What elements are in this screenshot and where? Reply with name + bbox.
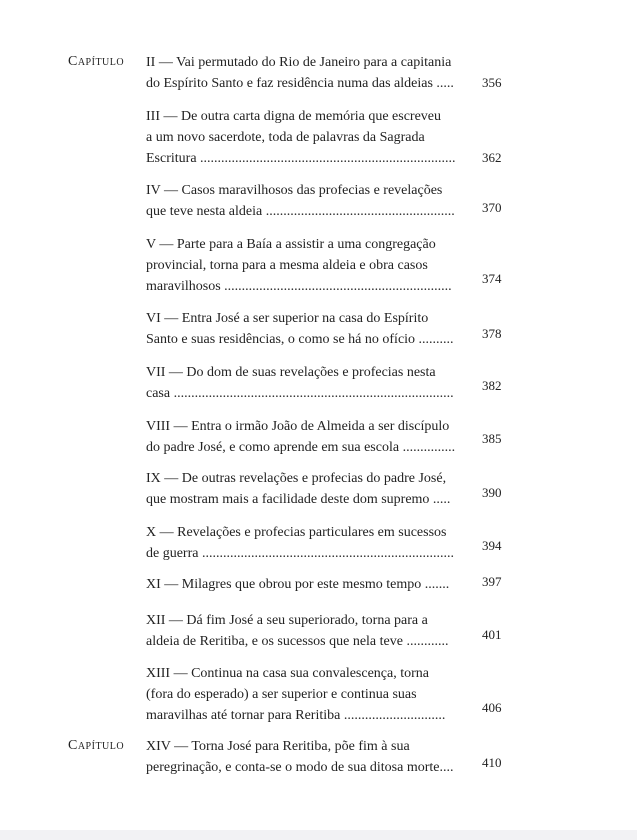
entry-text bbox=[146, 522, 462, 564]
entry-line: XI — Milagres que obrou por este mesmo tempo ....... bbox=[146, 577, 450, 592]
entry-text bbox=[146, 663, 462, 726]
entry-line: XIV — Torna José para Reritiba, põe fim à sua bbox=[146, 739, 410, 754]
entry-text bbox=[146, 234, 462, 297]
entry-text bbox=[146, 52, 462, 94]
entry-text bbox=[146, 468, 462, 510]
page-number: 397 bbox=[482, 574, 502, 589]
entry-text bbox=[146, 308, 462, 350]
page-number: 390 bbox=[482, 485, 502, 500]
entry-line: a um novo sacerdote, toda de palavras da Sagrada bbox=[146, 130, 425, 145]
page-number: 356 bbox=[482, 75, 502, 90]
entry-text bbox=[146, 574, 462, 595]
entry-line: III — De outra carta digna de memória que escreveu bbox=[146, 109, 442, 124]
entry-line: X — Revelações e profecias particulares em sucessos bbox=[146, 525, 447, 540]
entry-text bbox=[146, 106, 462, 169]
page-number: 385 bbox=[482, 431, 502, 446]
entry-line: XII — Dá fim José a seu superiorado, torna para a bbox=[146, 613, 428, 628]
entry-line: casa ................................................................................ bbox=[146, 386, 454, 401]
entry-line: que teve nesta aldeia ...................................................... bbox=[146, 204, 455, 219]
entry-line: IX — De outras revelações e profecias do padre José, bbox=[146, 471, 447, 486]
entry-line: peregrinação, e conta-se o modo de sua ditosa morte.... bbox=[146, 760, 454, 775]
entry-text bbox=[146, 610, 462, 652]
entry-text bbox=[146, 416, 462, 458]
entry-line: de guerra ........................................................................ bbox=[146, 546, 454, 561]
entry-line: (fora do esperado) a ser superior e continua suas bbox=[146, 687, 417, 702]
entry-line: VI — Entra José a ser superior na casa do Espírito bbox=[146, 311, 429, 326]
entry-text bbox=[146, 362, 462, 404]
page-number: 378 bbox=[482, 326, 502, 341]
entry-line: VIII — Entra o irmão João de Almeida a ser discípulo bbox=[146, 419, 450, 434]
entry-text bbox=[146, 736, 462, 778]
entry-line: XIII — Continua na casa sua convalescença, torna bbox=[146, 666, 429, 681]
entry-line: II — Vai permutado do Rio de Janeiro para a capitania bbox=[146, 55, 452, 70]
entry-line: VII — Do dom de suas revelações e profecias nesta bbox=[146, 365, 436, 380]
page-bottom-bar bbox=[0, 830, 637, 840]
entry-line: do padre José, e como aprende em sua escola ............... bbox=[146, 440, 456, 455]
entry-line: maravilhosos ................................................................. bbox=[146, 279, 452, 294]
entry-line: Santo e suas residências, o como se há no ofício .......... bbox=[146, 332, 454, 347]
chapter-label: Capítulo bbox=[68, 54, 125, 69]
page-number: 394 bbox=[482, 538, 502, 553]
entry-text bbox=[146, 180, 462, 222]
page-number: 406 bbox=[482, 700, 502, 715]
page-number: 410 bbox=[482, 755, 502, 770]
page-number: 382 bbox=[482, 378, 502, 393]
entry-line: IV — Casos maravilhosos das profecias e revelações bbox=[146, 183, 443, 198]
entry-line: que mostram mais a facilidade deste dom supremo ..... bbox=[146, 492, 451, 507]
entry-line: Escritura ......................................................................... bbox=[146, 151, 456, 166]
entry-line: aldeia de Reritiba, e os sucessos que nela teve ............ bbox=[146, 634, 449, 649]
entry-line: V — Parte para a Baía a assistir a uma congregação bbox=[146, 237, 436, 252]
page-number: 401 bbox=[482, 627, 502, 642]
entry-line: do Espírito Santo e faz residência numa das aldeias ..... bbox=[146, 76, 454, 91]
page-number: 370 bbox=[482, 200, 502, 215]
chapter-label: Capítulo bbox=[68, 738, 125, 753]
entry-line: provincial, torna para a mesma aldeia e obra casos bbox=[146, 258, 428, 273]
page-number: 374 bbox=[482, 271, 502, 286]
page-number: 362 bbox=[482, 150, 502, 165]
entry-line: maravilhas até tornar para Reritiba ............................. bbox=[146, 708, 446, 723]
